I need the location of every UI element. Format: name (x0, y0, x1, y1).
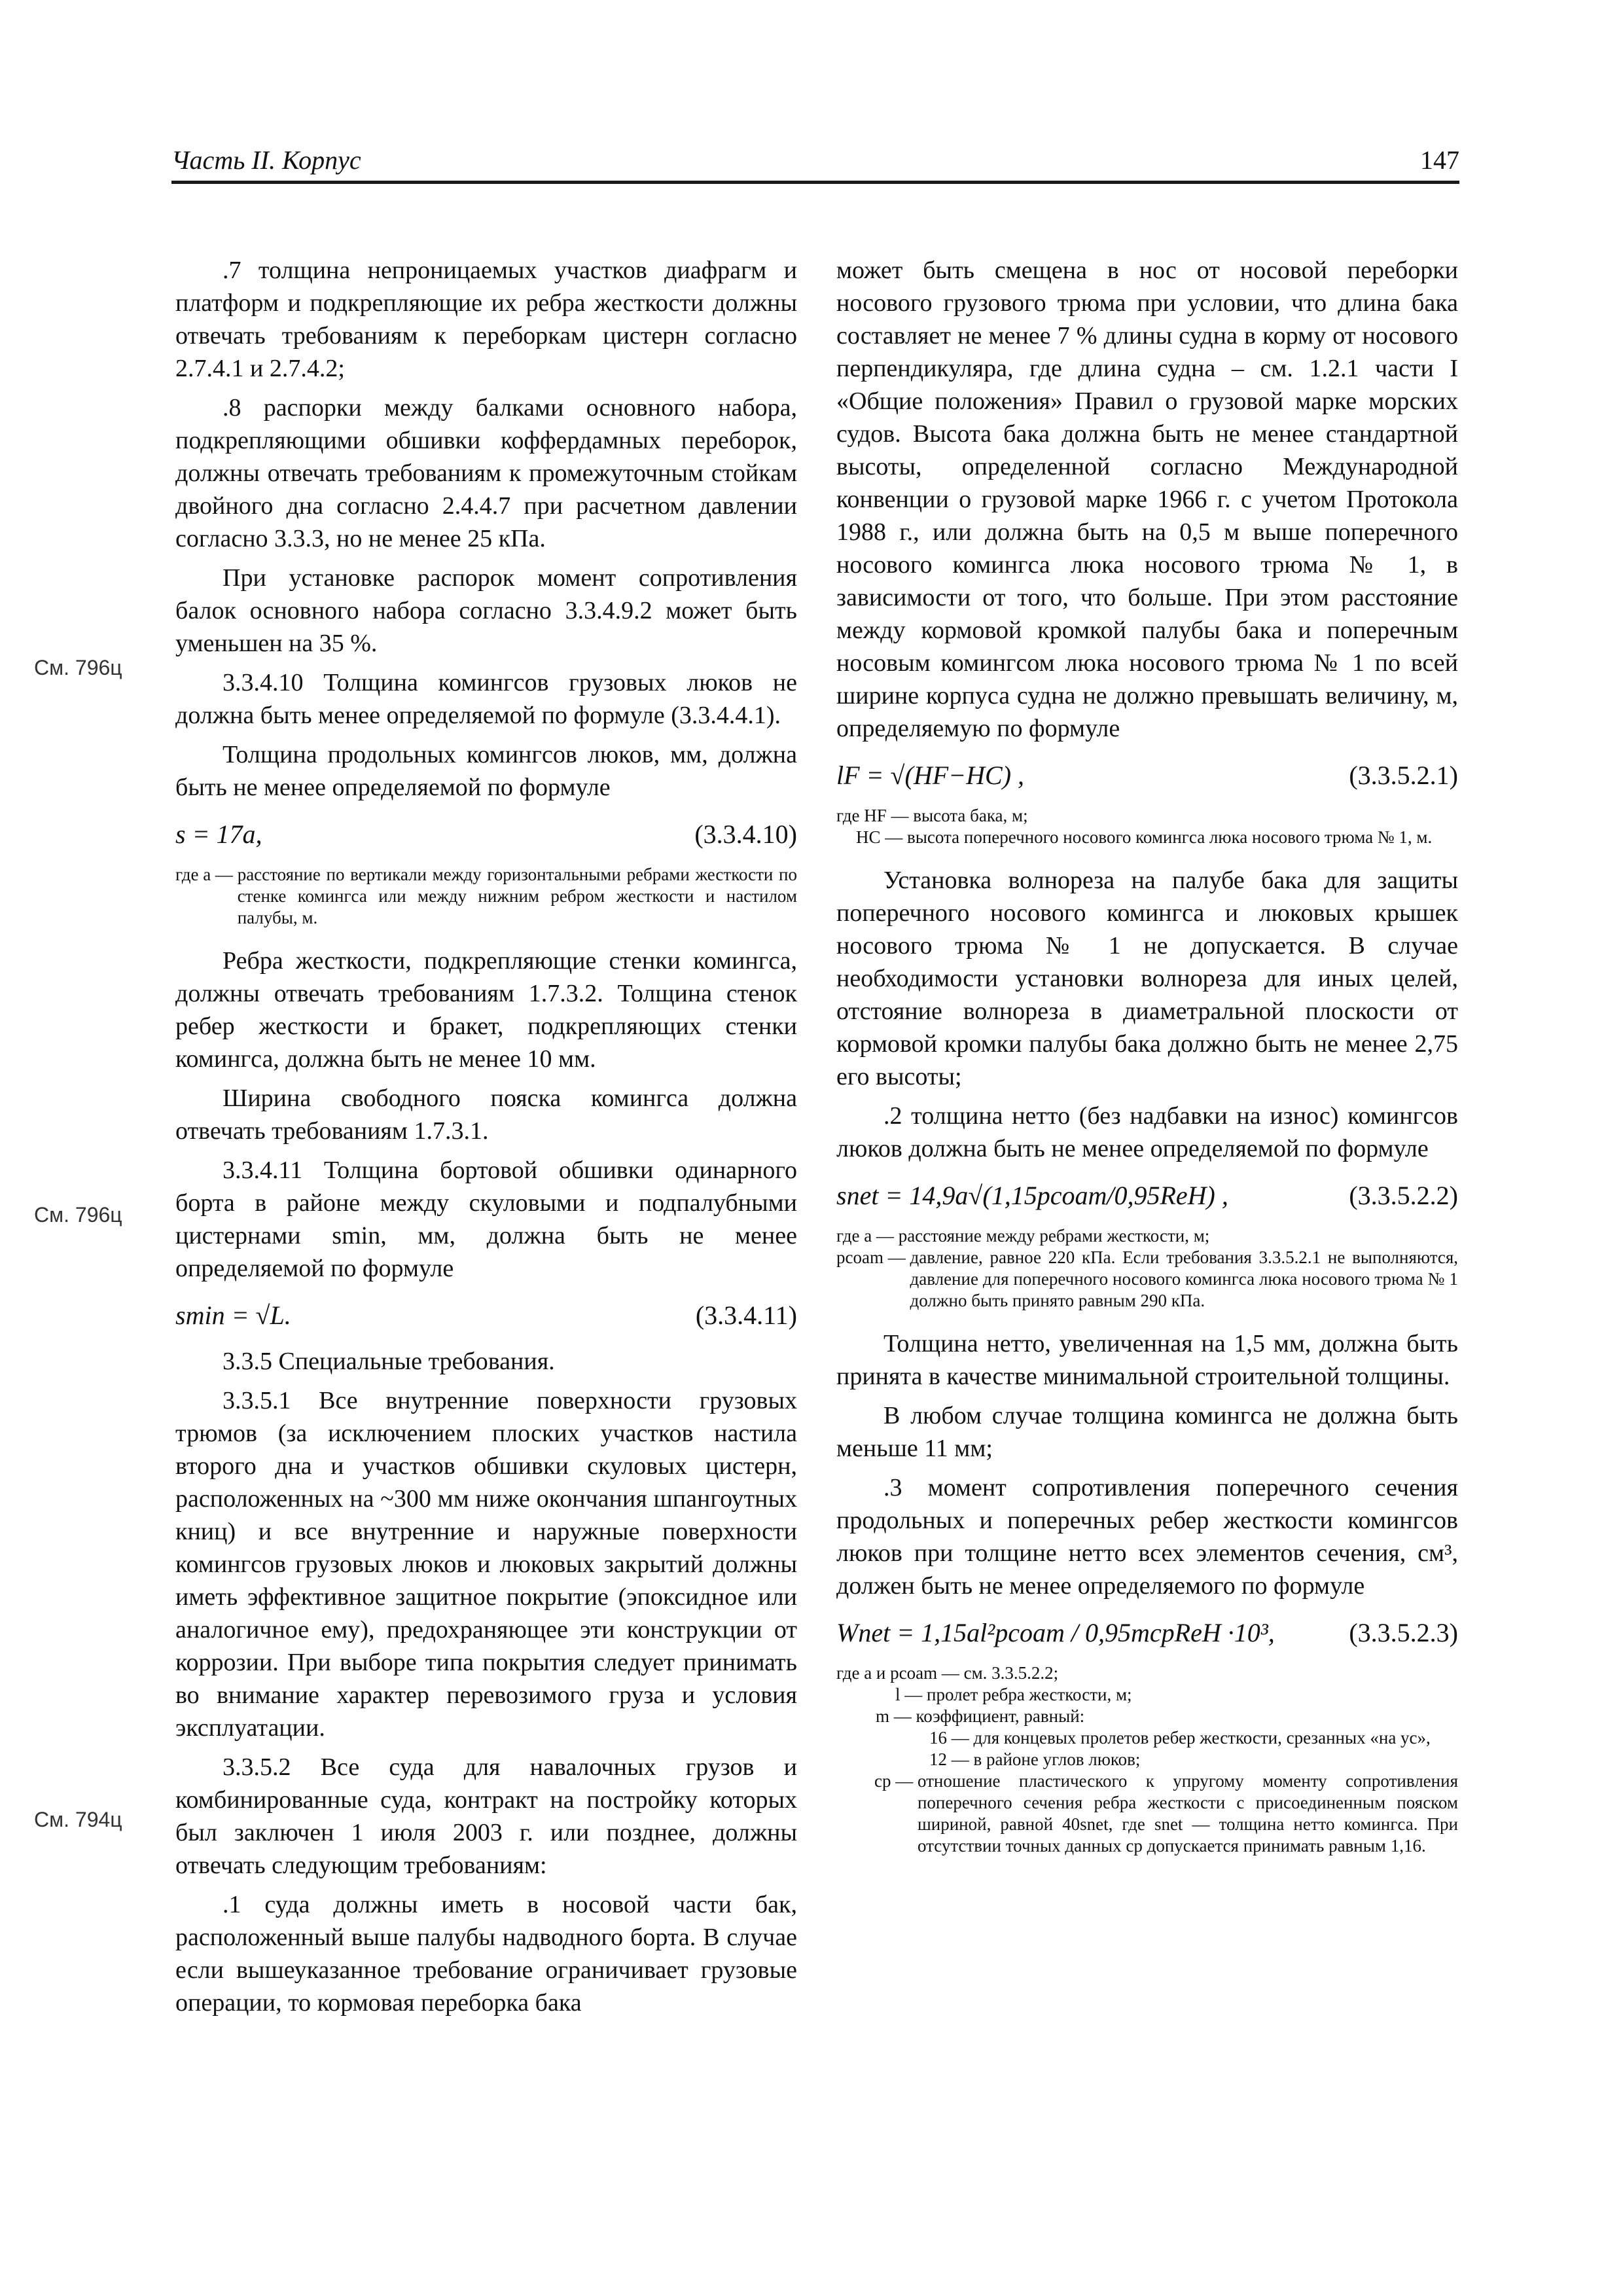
legend-line: m — коэффициент, равный: (876, 1706, 1085, 1726)
page-number: 147 (1420, 145, 1459, 175)
legend-key: где a — (175, 865, 233, 884)
paragraph: .1 суда должны иметь в носовой части бак, расположенный выше палубы надводного борта. В случае если вышеуказанное требование ограничивает грузовые операции, то кормовая переборка бака (175, 1891, 797, 2017)
paragraph: Толщина продольных комингсов люков, мм, должна быть не менее определяемой по формуле (175, 741, 797, 801)
legend-text: расстояние между ребрами жесткости, м; (898, 1226, 1210, 1246)
formula-expression: Wnet = 1,15al²pcoam / 0,95mcpReH ·10³, (836, 1618, 1275, 1647)
paragraph: .8 распорки между балками основного набора, подкрепляющими обшивки коффердамных переборок, должны отвечать требованиям к промежуточным стойкам двойного дна согласно 2.4.4.7 при расчетном давлении согласно 3.3.3, но не менее 25 кПа. (175, 394, 797, 552)
legend-key: pcoam — (836, 1247, 906, 1267)
formula-legend (836, 1662, 1458, 1857)
legend-line: где a и pcoam — см. 3.3.5.2.2; (836, 1663, 1059, 1683)
formula-expression: smin = √L. (175, 1300, 291, 1330)
paragraph: .2 толщина нетто (без надбавки на износ) комингсов люков должна быть не менее определяемой по формуле (836, 1102, 1458, 1162)
legend-key: где HF — (836, 806, 909, 825)
formula (175, 1299, 797, 1332)
section-title: Часть II. Корпус (171, 145, 361, 175)
legend-line: l — пролет ребра жесткости, м; (895, 1685, 1132, 1704)
formula (836, 1617, 1458, 1649)
margin-note: См. 794ц (34, 1808, 122, 1831)
legend-line: 12 — в районе углов люков; (929, 1749, 1141, 1769)
paragraph: Установка волнореза на палубе бака для защиты поперечного носового комингса и люковых крышек носового трюма № 1 не допускается. В случае необходимости установки волнореза для иных целей, отстояние волнореза в диаметральной плоскости от кормовой кромки палубы бака должно быть не менее 2,75 его высоты; (836, 867, 1458, 1090)
formula-legend (836, 805, 1458, 848)
formula-expression: s = 17a, (175, 819, 262, 849)
legend-key: HC — (856, 827, 903, 847)
paragraph: Толщина нетто, увеличенная на 1,5 мм, должна быть принята в качестве минимальной строительной толщины. (836, 1330, 1458, 1390)
legend-line: 16 — для концевых пролетов ребер жесткости, срезанных «на ус», (929, 1728, 1431, 1748)
formula (836, 1179, 1458, 1212)
legend-text: давление, равное 220 кПа. Если требования 3.3.5.2.1 не выполняются, давление для поперечного носового комингса люка носового трюма № 1 должно быть принято равным 290 кПа. (910, 1247, 1458, 1310)
paragraph: 3.3.5.2 Все суда для навалочных грузов и комбинированные суда, контракт на постройку которых был заключен 1 июля 2003 г. или позднее, должны отвечать следующим требованиям: (175, 1753, 797, 1879)
paragraph: может быть смещена в нос от носовой переборки носового грузового трюма при условии, что длина бака составляет не менее 7 % длины судна в корму от носового перпендикуляра, где длина судна – см. 1.2.1 части I «Общие положения» Правил о грузовой марке морских судов. Высота бака должна быть не менее стандартной высоты, определенной согласно Международной конвенции о грузовой марке 1966 г. с учетом Протокола 1988 г., или должна быть на 0,5 м выше поперечного носового комингса люка носового трюма № 1, в зависимости от того, что больше. При этом расстояние между кормовой кромкой палубы бака и поперечным носовым комингсом люка носового трюма № 1 по всей ширине корпуса судна не должно превышать величину, м, определяемую по формуле (836, 257, 1458, 742)
legend-text: расстояние по вертикали между горизонтальными ребрами жесткости по стенке комингса или между нижним ребром жесткости и настилом палубы, м. (237, 865, 797, 927)
formula-expression: lF = √(HF−HC) , (836, 761, 1025, 790)
paragraph: .3 момент сопротивления поперечного сечения продольных и поперечных ребер жесткости комингсов люков при толщине нетто всех элементов сечения, см³, должен быть не менее определяемого по формуле (836, 1474, 1458, 1600)
paragraph: 3.3.4.11 Толщина бортовой обшивки одинарного борта в районе между скуловыми и подпалубными цистернами smin, мм, должна быть не менее определяемой по формуле (175, 1157, 797, 1282)
right-column (836, 254, 1458, 1873)
paragraph: Ширина свободного пояска комингса должна отвечать требованиям 1.7.3.1. (175, 1085, 797, 1145)
formula-number: (3.3.5.2.1) (1349, 761, 1458, 790)
margin-note: См. 796ц (34, 1203, 122, 1227)
paragraph: .7 толщина непроницаемых участков диафрагм и платформ и подкрепляющие их ребра жесткости должны отвечать требованиям к переборкам цистерн согласно 2.7.4.1 и 2.7.4.2; (175, 257, 797, 382)
formula-legend (175, 864, 797, 929)
paragraph: 3.3.5.1 Все внутренние поверхности грузовых трюмов (за исключением плоских участков настила второго дна и участков обшивки скуловых цистерн, расположенных на ~300 мм ниже окончания шпангоутных книц) и все внутренние и наружные поверхности комингсов грузовых люков и люковых закрытий должны иметь эффективное защитное покрытие (эпоксидное или аналогичное ему), предохраняющее эти конструкции от коррозии. При выборе типа покрытия следует принимать во внимание характер перевозимого груза и условия эксплуатации. (175, 1387, 797, 1742)
paragraph: При установке распорок момент сопротивления балок основного набора согласно 3.3.4.9.2 может быть уменьшен на 35 %. (175, 564, 797, 657)
paragraph: Ребра жесткости, подкрепляющие стенки комингса, должны отвечать требованиям 1.7.3.2. Толщина стенок ребер жесткости и бракет, подкрепляющих стенки комингса, должна быть не менее 10 мм. (175, 947, 797, 1073)
left-column (175, 254, 797, 2026)
legend-text: высота бака, м; (913, 806, 1028, 825)
legend-text: высота поперечного носового комингса люка носового трюма № 1, м. (907, 827, 1433, 847)
margin-note: См. 796ц (34, 656, 122, 679)
formula-legend (836, 1225, 1458, 1312)
formula (175, 818, 797, 851)
legend-key: cp — (874, 1771, 914, 1791)
paragraph: 3.3.4.10 Толщина комингсов грузовых люков не должна быть менее определяемой по формуле (3.3.4.4.1). (175, 669, 797, 729)
formula-number: (3.3.5.2.2) (1349, 1181, 1458, 1210)
formula (836, 759, 1458, 792)
formula-number: (3.3.4.10) (694, 819, 797, 849)
section-heading: 3.3.5 Специальные требования. (223, 1348, 555, 1375)
formula-number: (3.3.5.2.3) (1349, 1618, 1458, 1647)
page-header (171, 143, 1459, 184)
legend-key: где a — (836, 1226, 894, 1246)
legend-text: отношение пластического к упругому моменту сопротивления поперечного сечения ребра жесткости с присоединенным пояском шириной, равной 40snet, где snet — толщина нетто комингса. При отсутствии точных данных cp допускается принимать равным 1,16. (917, 1771, 1458, 1856)
paragraph: В любом случае толщина комингса не должна быть меньше 11 мм; (836, 1402, 1458, 1462)
formula-number: (3.3.4.11) (695, 1300, 797, 1330)
formula-expression: snet = 14,9a√(1,15pcoam/0,95ReH) , (836, 1181, 1228, 1210)
